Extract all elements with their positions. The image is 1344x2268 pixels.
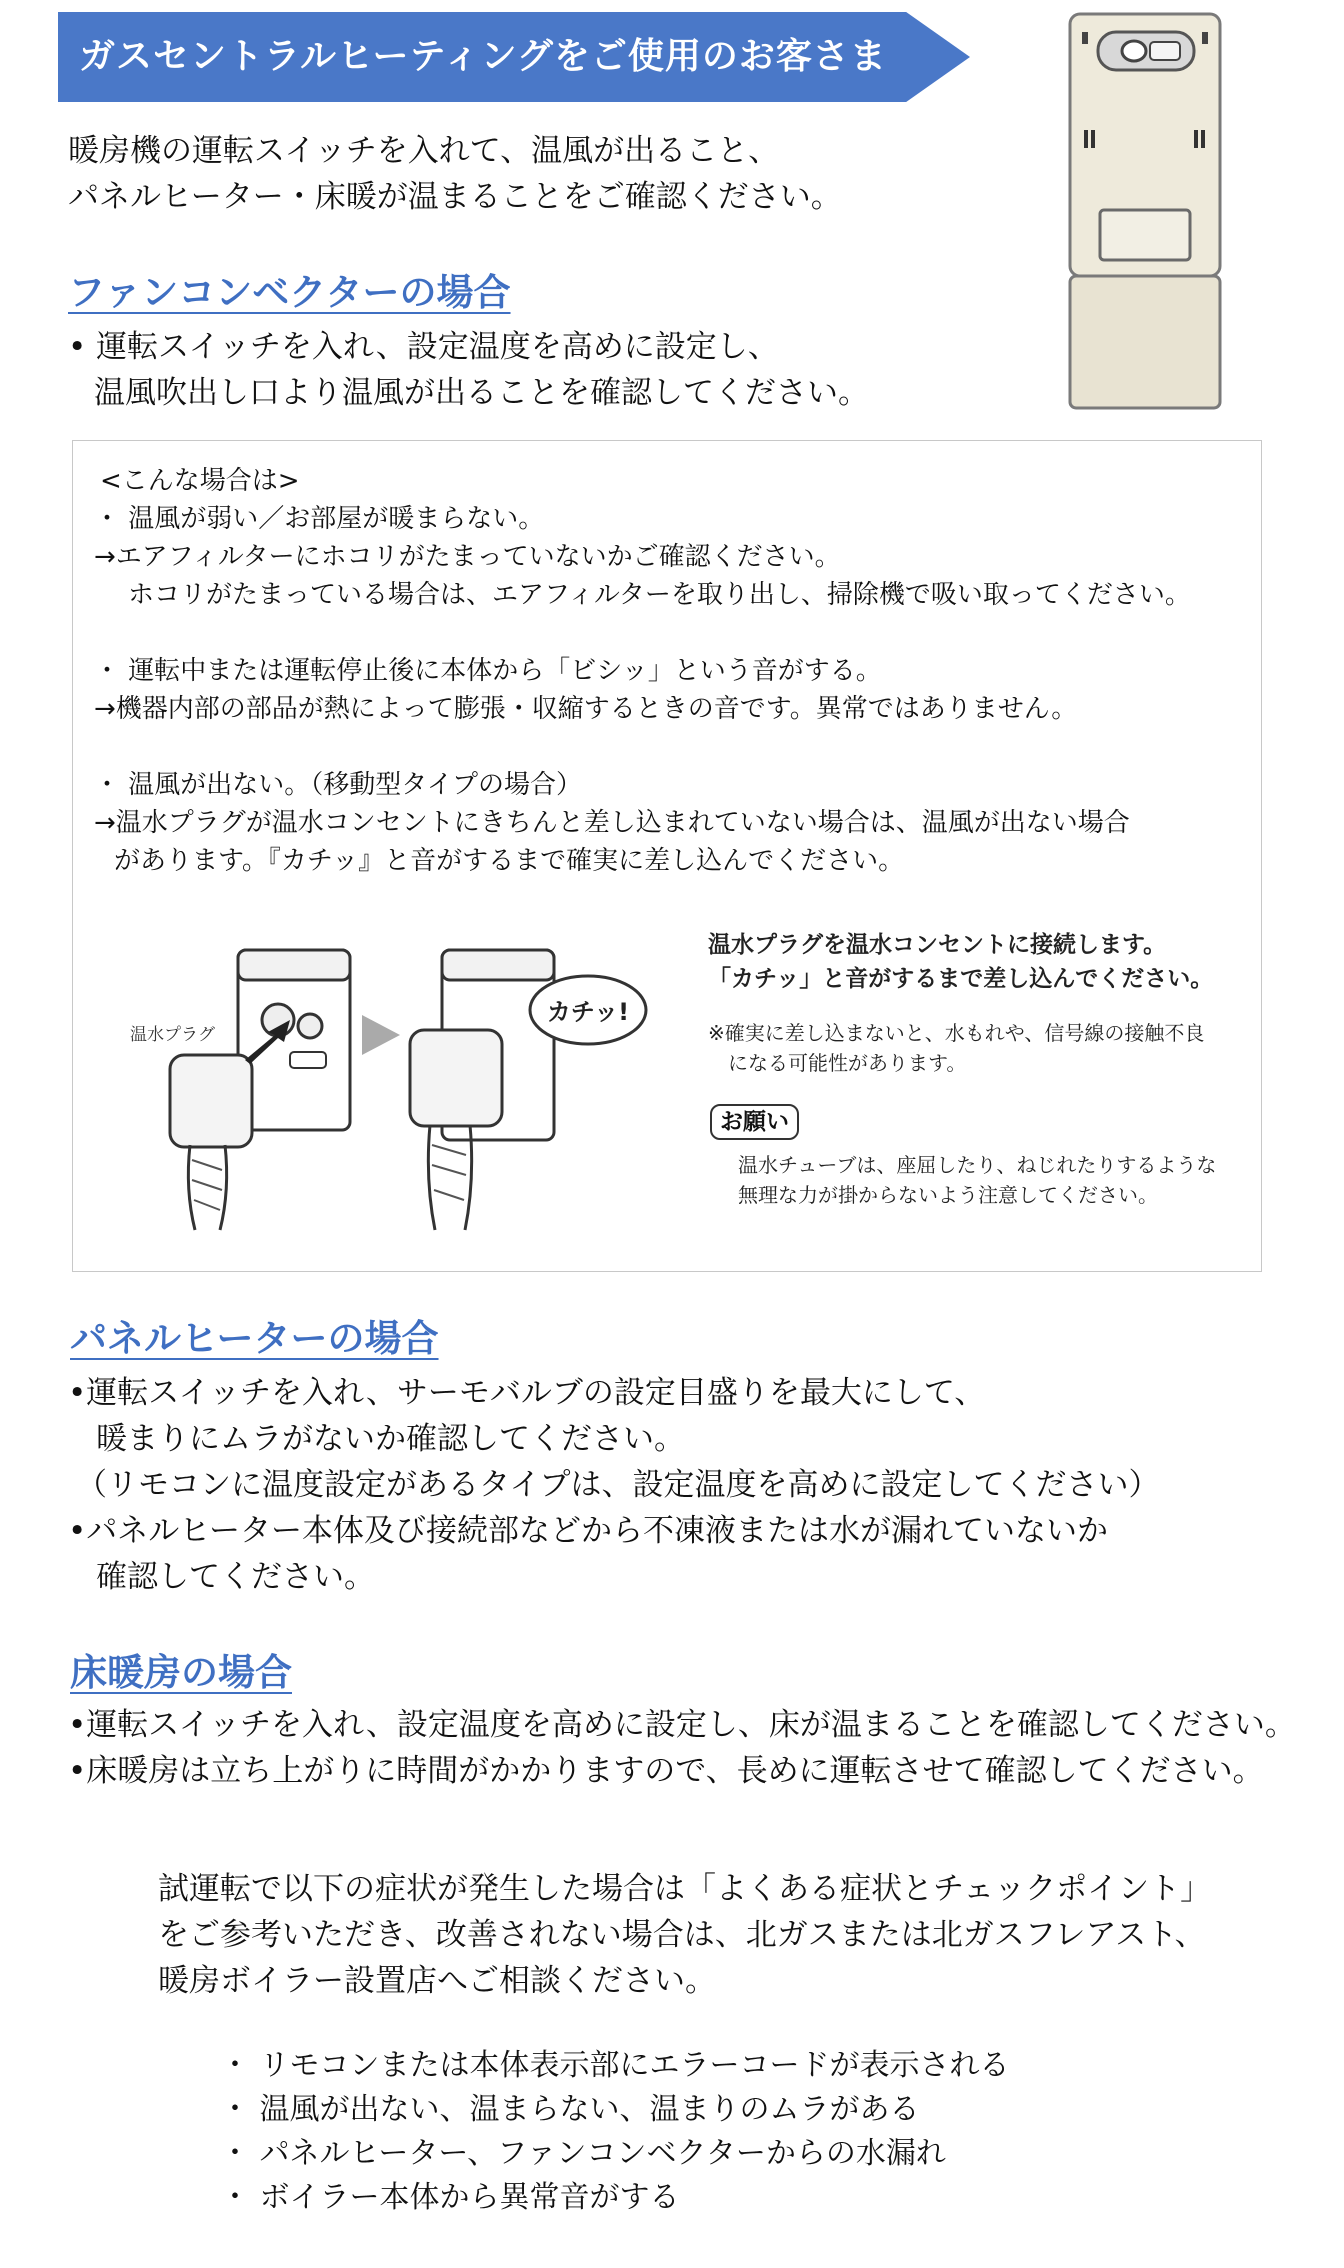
info-line-2: →エアフィルターにホコリがたまっていないかご確認ください。 (94, 542, 841, 572)
intro-line-2: パネルヒーター・床暖が温まることをご確認ください。 (68, 179, 842, 215)
click-sound-label: カチッ! (546, 998, 630, 1026)
contact-line-3: 暖房ボイラー設置店へご相談ください。 (158, 1963, 716, 1999)
symptom-item-3: ・ パネルヒーター、ファンコンベクターからの水漏れ (220, 2136, 946, 2171)
fig-request-2: 無理な力が掛からないよう注意してください。 (738, 1183, 1158, 1207)
fig-request-1: 温水チューブは、座屈したり、ねじれたりするような (738, 1153, 1217, 1177)
fig-note-2: になる可能性があります。 (728, 1051, 967, 1075)
header-title: ガスセントラルヒーティングをご使用のお客さま (79, 36, 887, 77)
info-line-6: ・ 温風が出ない。（移動型タイプの場合） (94, 770, 582, 800)
fig-instruction-1: 温水プラグを温水コンセントに接続します。 (708, 932, 1167, 958)
info-line-3: ホコリがたまっている場合は、エアフィルターを取り出し、掃除機で吸い取ってください。 (128, 580, 1191, 610)
hot-water-plug-illustration (110, 940, 670, 1240)
floor-heating-line-2: •床暖房は立ち上がりに時間がかかりますので、長めに運転させて確認してください。 (68, 1753, 1264, 1789)
intro-line-1: 暖房機の運転スイッチを入れて、温風が出ること、 (68, 133, 780, 169)
symptom-item-4: ・ ボイラー本体から異常音がする (220, 2180, 680, 2215)
info-line-8: があります。『カチッ』と音がするまで確実に差し込んでください。 (114, 846, 905, 876)
plug-label: 温水プラグ (130, 1025, 215, 1045)
request-badge (710, 1104, 799, 1140)
info-line-7: →温水プラグが温水コンセントにきちんと差し込まれていない場合は、温風が出ない場合 (94, 808, 1130, 838)
symptom-item-1: ・ リモコンまたは本体表示部にエラーコードが表示される (220, 2048, 1010, 2083)
fan-convector-title: ファンコンベクターの場合 (68, 271, 511, 314)
info-line-4: ・ 運転中または運転停止後に本体から「ビシッ」という音がする。 (94, 656, 882, 686)
boiler-icon (1060, 10, 1230, 415)
contact-line-2: をご参考いただき、改善されない場合は、北ガスまたは北ガスフレアスト、 (158, 1917, 1206, 1953)
info-line-5: →機器内部の部品が熱によって膨張・収縮するときの音です。異常ではありません。 (94, 694, 1078, 724)
info-line-1: ・ 温風が弱い／お部屋が暖まらない。 (94, 504, 545, 534)
panel-heater-line-5: 確認してください。 (96, 1559, 375, 1595)
panel-heater-line-2: 暖まりにムラがないか確認してください。 (96, 1421, 685, 1457)
info-heading: <こんな場合は> (100, 466, 300, 496)
contact-line-1: 試運転で以下の症状が発生した場合は「よくある症状とチェックポイント」 (158, 1871, 1212, 1907)
floor-heating-title: 床暖房の場合 (70, 1651, 292, 1694)
fan-convector-line-1: • 運転スイッチを入れ、設定温度を高めに設定し、 (68, 329, 779, 365)
floor-heating-line-1: •運転スイッチを入れ、設定温度を高めに設定し、床が温まることを確認してください。 (68, 1707, 1296, 1743)
request-label: お願い (710, 1104, 799, 1140)
panel-heater-line-3: （リモコンに温度設定があるタイプは、設定温度を高めに設定してください） (76, 1467, 1160, 1503)
panel-heater-title: パネルヒーターの場合 (70, 1317, 439, 1360)
panel-heater-line-4: •パネルヒーター本体及び接続部などから不凍液または水が漏れていないか (68, 1513, 1109, 1549)
panel-heater-line-1: •運転スイッチを入れ、サーモバルブの設定目盛りを最大にして、 (68, 1375, 986, 1411)
fan-convector-line-2: 温風吹出し口より温風が出ることを確認してください。 (94, 375, 869, 411)
symptom-item-2: ・ 温風が出ない、温まらない、温まりのムラがある (220, 2092, 920, 2127)
fig-note-1: ※確実に差し込まないと、水もれや、信号線の接触不良 (708, 1021, 1205, 1045)
fig-instruction-2: 「カチッ」と音がするまで差し込んでください。 (708, 966, 1214, 992)
